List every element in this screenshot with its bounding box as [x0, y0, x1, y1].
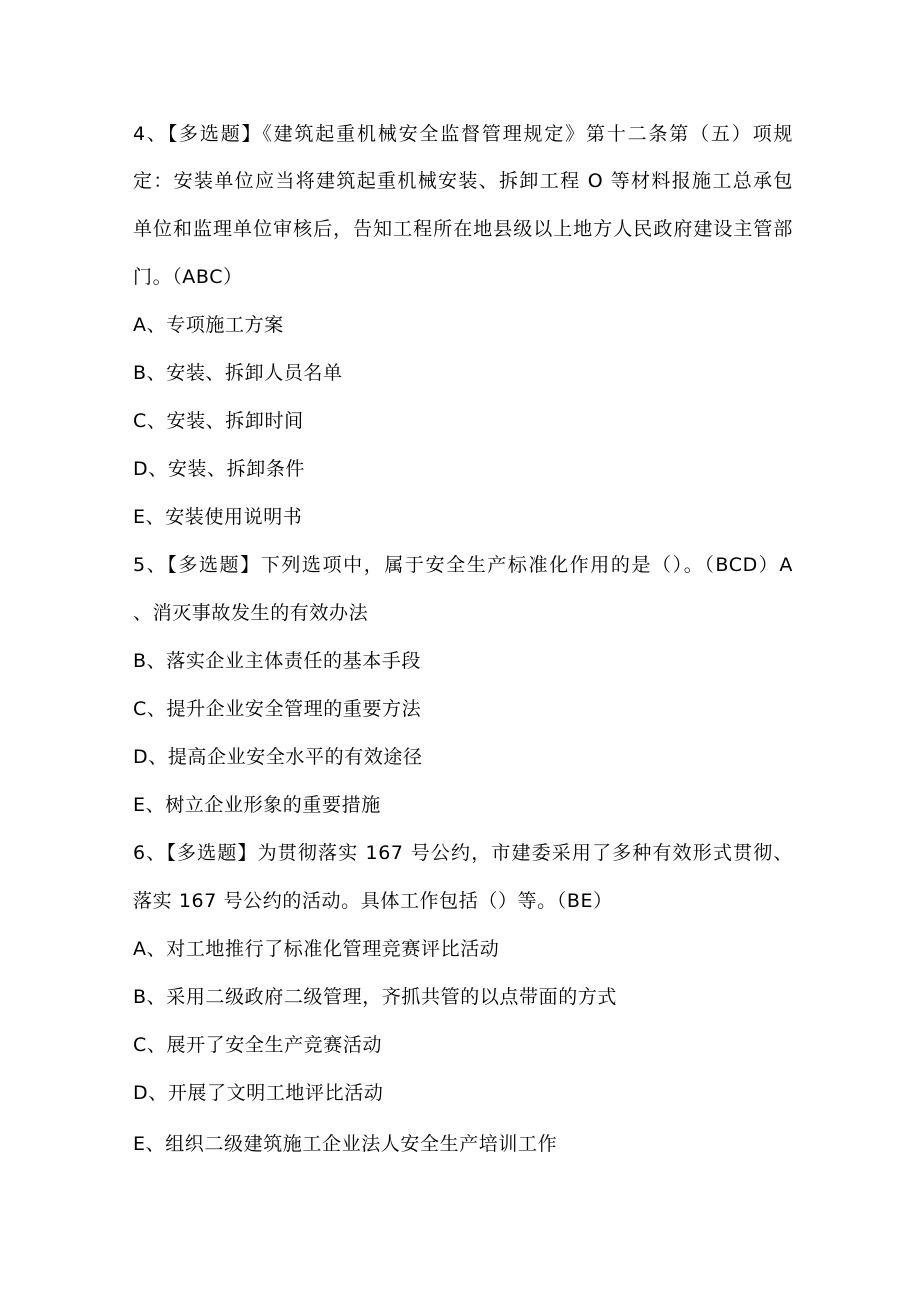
question-4-line-2: 定：安装单位应当将建筑起重机械安装、拆卸工程 O 等材料报施工总承包: [133, 170, 793, 192]
question-4-line-4: 门。（ABC）: [133, 266, 243, 288]
question-4-option-b: B、安装、拆卸人员名单: [133, 362, 343, 384]
question-4-option-d: D、安装、拆卸条件: [133, 458, 306, 480]
question-4-option-c: C、安装、拆卸时间: [133, 410, 304, 432]
question-4-line-3: 单位和监理单位审核后，告知工程所在地县级以上地方人民政府建设主管部: [133, 218, 793, 240]
question-5-line-2: 、消灭事故发生的有效办法: [133, 602, 369, 624]
question-5-option-d: D、提高企业安全水平的有效途径: [133, 746, 423, 768]
question-4-option-a: A、专项施工方案: [133, 314, 284, 336]
question-6-line-2: 落实 167 号公约的活动。具体工作包括（）等。（BE）: [133, 890, 613, 912]
question-4-line-1: 4、【多选题】《建筑起重机械安全监督管理规定》第十二条第（五）项规: [133, 123, 793, 145]
question-5-line-1: 5、【多选题】下列选项中，属于安全生产标准化作用的是（）。（BCD）A: [133, 554, 793, 576]
question-5-option-e: E、树立企业形象的重要措施: [133, 794, 381, 816]
question-6-option-b: B、采用二级政府二级管理，齐抓共管的以点带面的方式: [133, 986, 618, 1008]
question-6-option-a: A、对工地推行了标准化管理竞赛评比活动: [133, 938, 500, 960]
question-5-option-b: B、落实企业主体责任的基本手段: [133, 650, 422, 672]
question-6-option-c: C、展开了安全生产竞赛活动: [133, 1034, 383, 1056]
question-4-option-e: E、安装使用说明书: [133, 506, 303, 528]
question-6-line-1: 6、【多选题】为贯彻落实 167 号公约，市建委采用了多种有效形式贯彻、: [133, 842, 793, 864]
question-6-option-e: E、组织二级建筑施工企业法人安全生产培训工作: [133, 1133, 558, 1155]
question-5-option-c: C、提升企业安全管理的重要方法: [133, 698, 422, 720]
question-6-option-d: D、开展了文明工地评比活动: [133, 1082, 384, 1104]
